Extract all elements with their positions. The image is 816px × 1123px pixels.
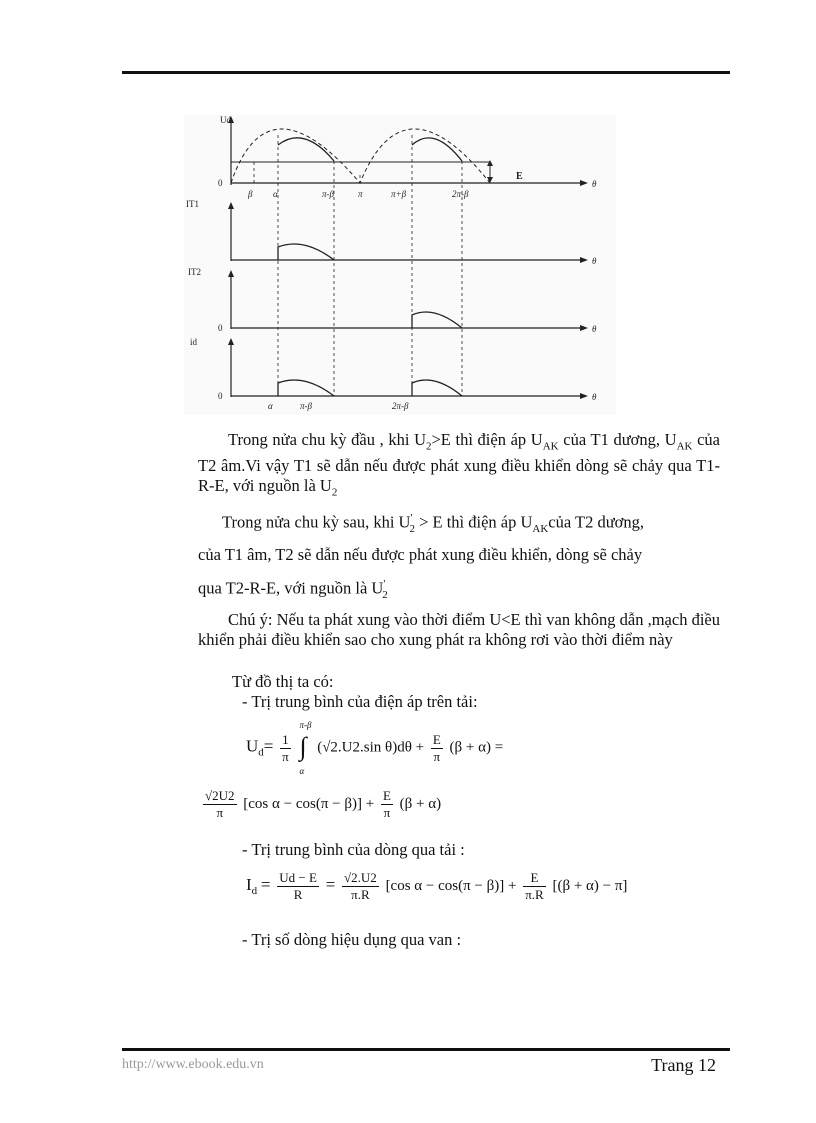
footer-rule [122, 1048, 730, 1051]
p2-line-1 [222, 512, 644, 535]
p1-text-1: Trong nửa chu kỳ đầu , khi U [228, 430, 426, 449]
bullet-rms-current: - Trị số dòng hiệu dụng qua van : [242, 930, 462, 949]
p2-text-d: của T2 dương, [548, 512, 645, 532]
ud-dashed-sine [231, 129, 490, 183]
p2-prime-2: ' [383, 578, 386, 590]
eq1-body: (√2.U2.sin θ)dθ + [317, 739, 425, 756]
p1-sub-3: AK [676, 440, 693, 453]
waveform-figure [184, 115, 616, 415]
p2-sub-ak: AK [532, 522, 549, 535]
p1-sub-4: 2 [331, 486, 338, 499]
tick-alpha: α [273, 189, 278, 199]
bottom-tick-2pi-minus-beta: 2π-β [392, 401, 409, 411]
ud-axis-label: Ud [220, 115, 231, 125]
it1-axis-label: IT1 [186, 199, 199, 209]
eq3-d3: π.R [525, 887, 544, 902]
eq1-e: E [432, 731, 441, 747]
eq2-tail: (β + α) [399, 795, 442, 812]
p2-text-a: Trong nửa chu kỳ sau, khi U [222, 512, 411, 532]
bottom-tick-pi-minus-beta: π-β [300, 401, 312, 411]
bottom-tick-alpha: α [268, 401, 273, 411]
tick-pi-minus-beta: π-β [322, 189, 334, 199]
eq3-n2: √2.U2 [344, 870, 377, 885]
eq2-den-2: π [383, 805, 391, 820]
it2-zero-label: 0 [218, 323, 223, 333]
p2-sub-2: 2 [382, 588, 388, 601]
eq1-lhs-sub: d [258, 746, 264, 759]
p1-sub-2: AK [542, 440, 559, 453]
eq3-n1: Ud − E [279, 870, 317, 885]
footer-url-link[interactable]: http://www.ebook.edu.vn [122, 1057, 264, 1072]
id-theta-label: θ [592, 392, 597, 402]
eq3-frac-2 [342, 870, 379, 903]
it2-axis-label: IT2 [188, 267, 201, 277]
p1-sub-1: 2 [425, 440, 432, 453]
p1-text-3: của T1 dương, U [558, 430, 677, 449]
eq1-one: 1 [280, 732, 291, 749]
p2-sub-1: 2 [409, 522, 415, 535]
eq3-n3: E [523, 870, 545, 887]
it2-theta-label: θ [592, 324, 597, 334]
eq3-mid: [cos α − cos(π − β)] + [385, 877, 517, 894]
eq1-tail: (β + α) = [449, 739, 504, 756]
eq3-tail: [(β + α) − π] [552, 877, 628, 894]
ud-theta-label: θ [592, 179, 597, 189]
it1-theta-label: θ [592, 256, 597, 266]
it2-panel [231, 275, 582, 329]
equation-id [246, 870, 627, 903]
eq3-d2: π.R [351, 887, 370, 902]
it2-y-arrow-icon [228, 270, 234, 277]
ud-zero-label: 0 [218, 178, 223, 188]
p2-prime-1: ' [410, 512, 413, 524]
eq1-frac-1-pi [280, 732, 291, 765]
eq2-frac-1 [203, 788, 237, 821]
id-zero-label: 0 [218, 391, 223, 401]
bullet-avg-current: - Trị trung bình của dòng qua tải : [242, 840, 465, 859]
it2-x-arrow-icon [580, 325, 588, 331]
p2-line-3 [198, 578, 388, 601]
page-number: Trang 12 [651, 1055, 716, 1075]
eq2-den: π [216, 805, 224, 820]
ud-solid-segment-2 [412, 138, 462, 161]
p2-text-b: > E thì điện áp U [414, 512, 533, 532]
guide-lines [254, 135, 462, 396]
id-y-arrow-icon [228, 338, 234, 345]
from-graph-line: Từ đồ thị ta có: [232, 672, 334, 691]
tick-beta: β [248, 189, 253, 199]
eq1-upper: π-β [299, 720, 312, 730]
id-x-arrow-icon [580, 393, 588, 399]
paragraph-1 [198, 430, 720, 503]
eq1-lhs: U [246, 736, 259, 756]
eq1-pi-2: π [433, 748, 441, 764]
paragraph-3: Chú ý: Nếu ta phát xung vào thời điểm U<E thì van không dẫn ,mạch điều khiển phải điều khiển sao cho xung phát ra không rơi vào thời điểm này [198, 610, 720, 649]
p2-text-3: qua T2-R-E, với nguồn là U [198, 578, 384, 598]
p1-text-4: của T2 âm.Vi vậy T1 sẽ dẫn nếu được phát xung điều khiển dòng sẽ chảy qua T1-R-E, với nguồn là U [198, 430, 720, 496]
equation-ud-result [200, 788, 441, 821]
eq3-eq1: = [260, 874, 271, 894]
eq2-mid: [cos α − cos(π − β)] + [243, 795, 375, 812]
it1-panel [231, 207, 582, 261]
tick-pi-plus-beta: π+β [391, 189, 407, 199]
eq3-lhs-sub: d [251, 884, 258, 897]
it1-x-arrow-icon [580, 257, 588, 263]
p1-text-2: >E thì điện áp U [431, 430, 543, 449]
integral-sign [297, 720, 313, 776]
eq1-pi: π [282, 748, 289, 764]
eq1-lower: α [299, 766, 305, 776]
tick-pi: π [358, 189, 363, 199]
id-axis-label: id [190, 337, 198, 347]
eq2-frac-2 [381, 788, 393, 821]
eq1-frac-e-pi [431, 732, 443, 765]
header-rule [122, 71, 730, 74]
eq2-num: √2U2 [205, 788, 235, 803]
ud-x-arrow-icon [580, 180, 588, 186]
eq3-eq2: = [325, 874, 336, 894]
eq3-d1: R [293, 887, 303, 902]
eq3-frac-3 [523, 870, 545, 903]
eq3-lhs: I [246, 874, 252, 894]
integral-icon: ∫ [299, 732, 307, 761]
ud-solid-segment-1 [278, 138, 334, 161]
eq1-eq: = [263, 736, 274, 756]
e-arrow-up-icon [487, 160, 493, 166]
eq2-e: E [382, 788, 391, 803]
id-panel [231, 343, 582, 397]
equation-ud [246, 720, 504, 776]
ud-panel [231, 121, 582, 185]
e-label: E [516, 171, 523, 182]
bullet-avg-voltage: - Trị trung bình của điện áp trên tải: [242, 692, 478, 711]
p2-line-2: của T1 âm, T2 sẽ dẫn nếu được phát xung điều khiển, dòng sẽ chảy [198, 545, 643, 564]
tick-2pi-minus-beta: 2π-β [452, 189, 469, 199]
eq3-frac-1 [277, 870, 319, 903]
it1-y-arrow-icon [228, 202, 234, 209]
